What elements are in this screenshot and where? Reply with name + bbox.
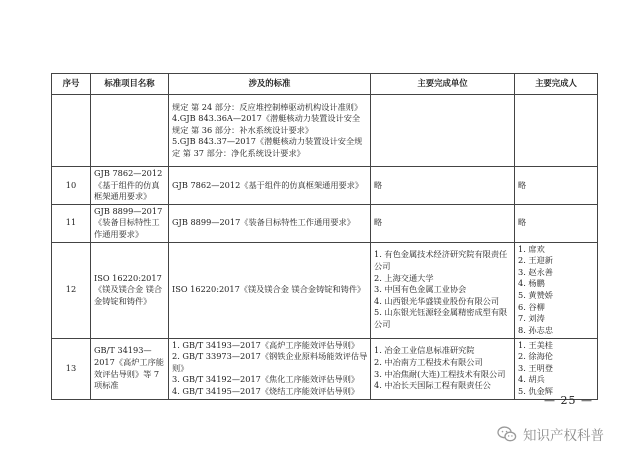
cell-standards: 规定 第 24 部分：反应堆控制棒驱动机构设计准则》 4.GJB 843.36A—2017《潜艇核动力装置设计安全规定 第 36 部分：补水系统设计要求》 5.GJB 843.37—2017《潜艇核动力装置设计安全规定 第 37 部分：净化系统设计要求》: [169, 95, 371, 167]
table-row: [52, 167, 598, 205]
table-row: [52, 204, 598, 242]
cell-no: 11: [52, 204, 91, 242]
page-number: — 25 —: [544, 394, 593, 407]
header-people: 主要完成人: [515, 74, 598, 95]
header-units: 主要完成单位: [371, 74, 515, 95]
cell-standards: 1. GB/T 34193—2017《高炉工序能效评估导则》 2. GB/T 33973—2017《钢铁企业原料场能效评估导则》 3. GB/T 34192—2017《焦化工序能效评估导则》 4. GB/T 34195—2017《烧结工序能效评估导则》: [169, 338, 371, 399]
cell-units: 略: [371, 204, 515, 242]
cell-name: GJB 8899—2017《装备目标特性工作通用要求》: [91, 204, 169, 242]
cell-name: GB/T 34193—2017《高炉工序能效评估导则》等 7 项标准: [91, 338, 169, 399]
cell-units: 略: [371, 167, 515, 205]
cell-people: 略: [515, 204, 598, 242]
cell-no: [52, 95, 91, 167]
cell-name: GJB 7862—2012《基于组件的仿真框架通用要求》: [91, 167, 169, 205]
cell-no: 12: [52, 242, 91, 338]
cell-people: [515, 95, 598, 167]
cell-units: 1. 冶金工业信息标准研究院 2. 中冶南方工程技术有限公司 3. 中冶焦耐(大连)工程技术有限公司 4. 中冶长天国际工程有限责任公: [371, 338, 515, 399]
header-no: 序号: [52, 74, 91, 95]
wechat-icon: [497, 425, 517, 443]
standards-table: [51, 73, 598, 400]
header-standards: 涉及的标准: [169, 74, 371, 95]
cell-units: 1. 有色金属技术经济研究院有限责任公司 2. 上海交通大学 3. 中国有色金属工业协会 4. 山西银光华盛镁业股份有限公司 5. 山东银光钰源轻金属精密成型有限公司: [371, 242, 515, 338]
cell-units: [371, 95, 515, 167]
cell-no: 13: [52, 338, 91, 399]
table-row: [52, 242, 598, 338]
cell-standards: ISO 16220:2017《镁及镁合金 镁合金铸锭和铸件》: [169, 242, 371, 338]
table-row: [52, 95, 598, 167]
cell-no: 10: [52, 167, 91, 205]
cell-standards: GJB 8899—2017《装备目标特性工作通用要求》: [169, 204, 371, 242]
table-row: [52, 338, 598, 399]
cell-people: 略: [515, 167, 598, 205]
cell-people: 1. 席欢 2. 王迎新 3. 赵永善 4. 杨鹏 5. 黄赞娇 6. 谷柳 7. 刘涛 8. 孙志忠: [515, 242, 598, 338]
table-header-row: [52, 74, 598, 95]
watermark: [497, 424, 604, 444]
cell-name: ISO 16220:2017《镁及镁合金 镁合金铸锭和铸件》: [91, 242, 169, 338]
header-project-name: 标准项目名称: [91, 74, 169, 95]
cell-name: [91, 95, 169, 167]
cell-people: 1. 王美桂 2. 徐海伦 3. 王明登 4. 胡兵 5. 仇金辉: [515, 338, 598, 399]
watermark-text: 知识产权科普: [523, 428, 604, 444]
cell-standards: GJB 7862—2012《基于组件的仿真框架通用要求》: [169, 167, 371, 205]
